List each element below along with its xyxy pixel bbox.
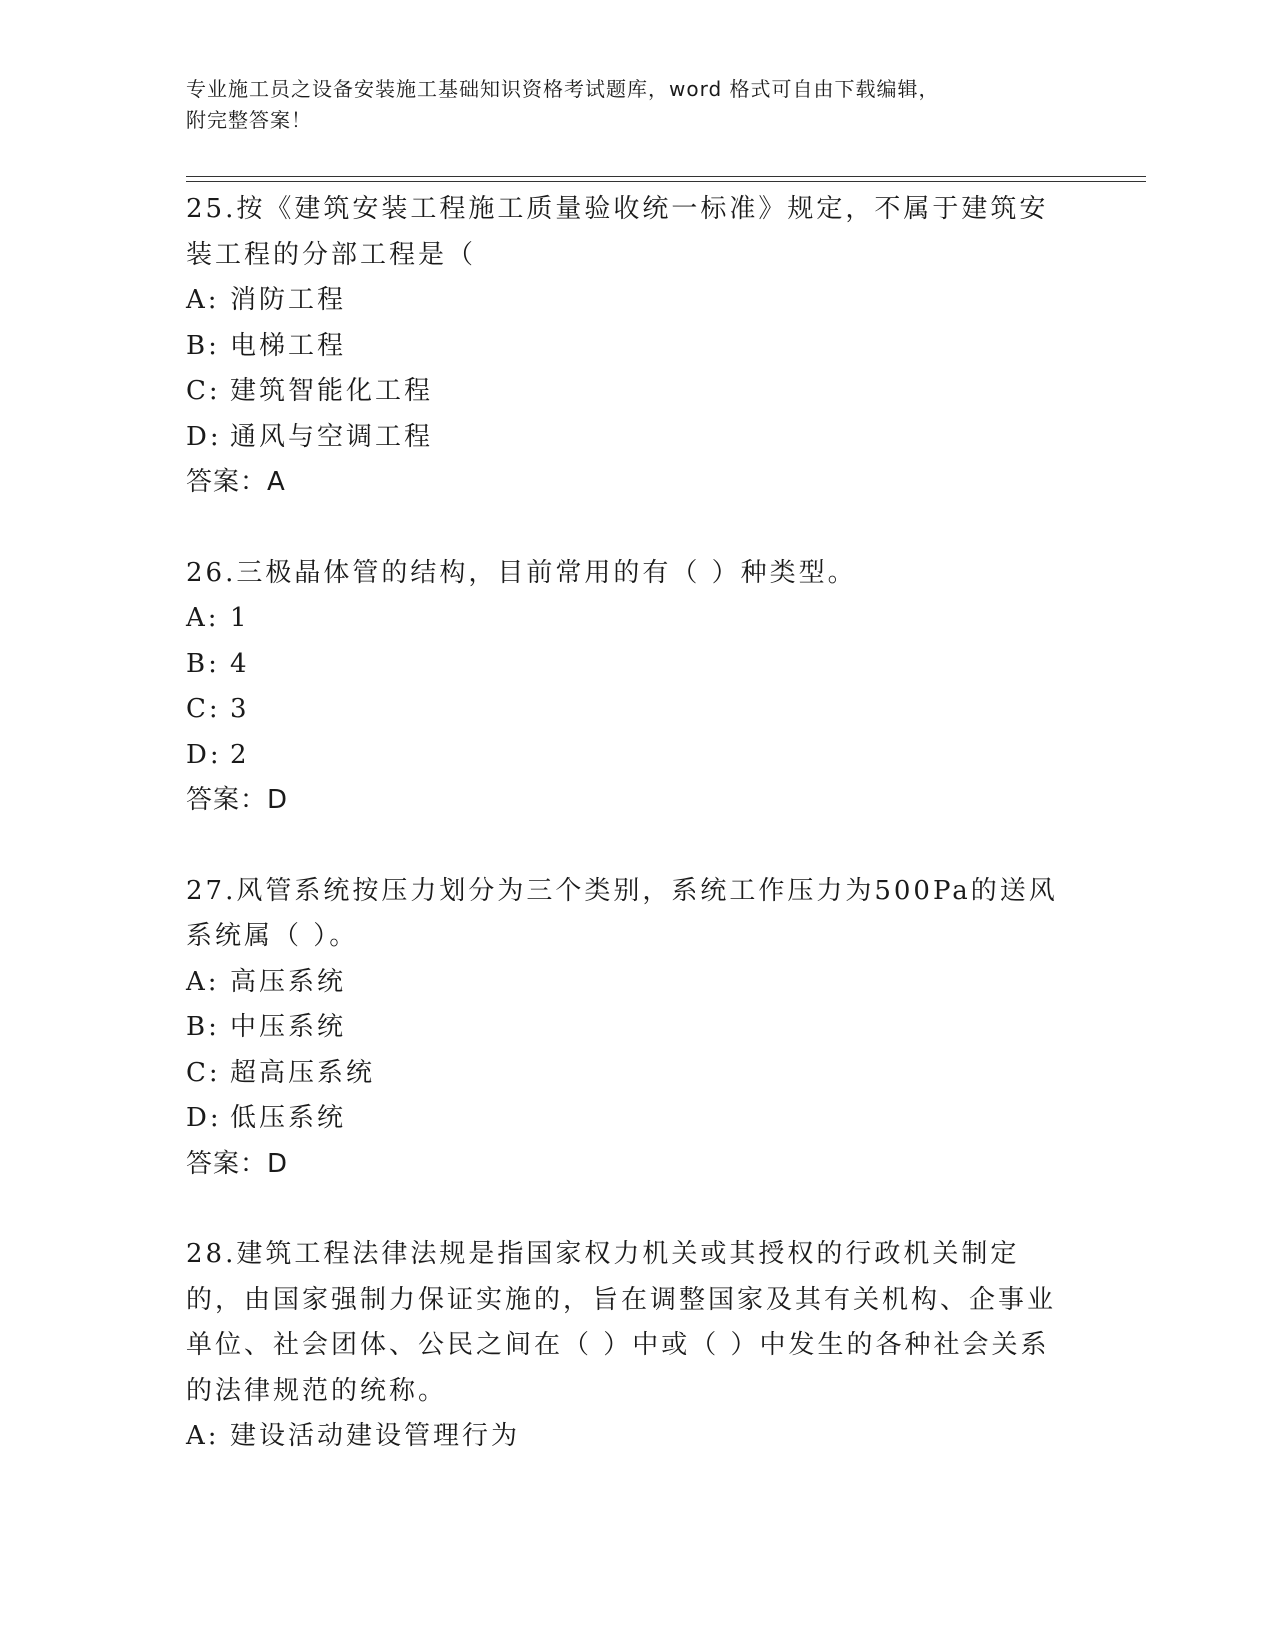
- header-line-2: 附完整答案！: [186, 108, 312, 132]
- option-key: B:: [186, 648, 220, 679]
- option-a: [186, 278, 1066, 324]
- question-25: [186, 187, 1066, 506]
- option-key: A:: [186, 285, 220, 315]
- option-text: 3: [230, 694, 250, 724]
- option-text: 2: [230, 739, 250, 770]
- option-text: 建筑智能化工程: [230, 376, 434, 406]
- question-text: 27.风管系统按压力划分为三个类别，系统工作压力为500Pa的送风系统属（ ）。: [186, 875, 1058, 951]
- option-text: 高压系统: [230, 966, 347, 997]
- option-d: [186, 1096, 1066, 1142]
- option-c: [186, 687, 1066, 733]
- option-text: 1: [230, 603, 250, 633]
- option-key: C:: [186, 376, 221, 406]
- question-text: 28.建筑工程法律法规是指国家权力机关或其授权的行政机关制定的，由国家强制力保证实施的，旨在调整国家及其有关机构、企事业单位、社会团体、公民之间在（ ）中或（ ）中发生的各种社会关系的法律规范的统称。: [186, 1239, 1057, 1406]
- option-a: [186, 596, 1066, 642]
- answer-line: 答案：A: [186, 467, 286, 497]
- option-key: C:: [186, 1057, 221, 1088]
- option-b: [186, 1005, 1066, 1051]
- question-27: [186, 869, 1066, 1188]
- option-c: [186, 369, 1066, 415]
- option-key: A:: [186, 1421, 220, 1451]
- option-c: [186, 1051, 1066, 1097]
- document-header: [186, 74, 1066, 136]
- option-text: 中压系统: [230, 1012, 347, 1042]
- answer-line: 答案：D: [186, 785, 289, 815]
- question-text: 25.按《建筑安装工程施工质量验收统一标准》规定，不属于建筑安装工程的分部工程是（: [186, 194, 1049, 270]
- option-text: 4: [230, 648, 250, 679]
- header-divider-bottom: [186, 181, 1146, 182]
- header-divider-top: [186, 176, 1146, 177]
- question-26: [186, 551, 1066, 824]
- option-text: 超高压系统: [230, 1057, 376, 1088]
- option-text: 通风与空调工程: [230, 421, 434, 452]
- question-list: [186, 187, 1066, 1505]
- question-28: [186, 1232, 1066, 1460]
- option-a: [186, 1414, 1066, 1460]
- option-key: A:: [186, 966, 220, 997]
- header-line-1: 专业施工员之设备安装施工基础知识资格考试题库，word 格式可自由下载编辑，: [186, 77, 940, 101]
- option-text: 建设活动建设管理行为: [230, 1421, 521, 1451]
- question-text: 26.三极晶体管的结构，目前常用的有（ ）种类型。: [186, 557, 857, 588]
- option-d: [186, 415, 1066, 461]
- answer-line: 答案：D: [186, 1148, 289, 1179]
- option-key: B:: [186, 1012, 220, 1042]
- option-text: 电梯工程: [230, 330, 347, 361]
- option-key: D:: [186, 739, 222, 770]
- option-b: [186, 324, 1066, 370]
- option-key: B:: [186, 330, 220, 361]
- option-text: 低压系统: [230, 1103, 347, 1133]
- option-text: 消防工程: [230, 285, 347, 315]
- option-b: [186, 642, 1066, 688]
- option-key: A:: [186, 603, 220, 633]
- option-key: D:: [186, 421, 222, 452]
- option-a: [186, 960, 1066, 1006]
- option-d: [186, 733, 1066, 779]
- option-key: C:: [186, 694, 221, 724]
- option-key: D:: [186, 1103, 222, 1133]
